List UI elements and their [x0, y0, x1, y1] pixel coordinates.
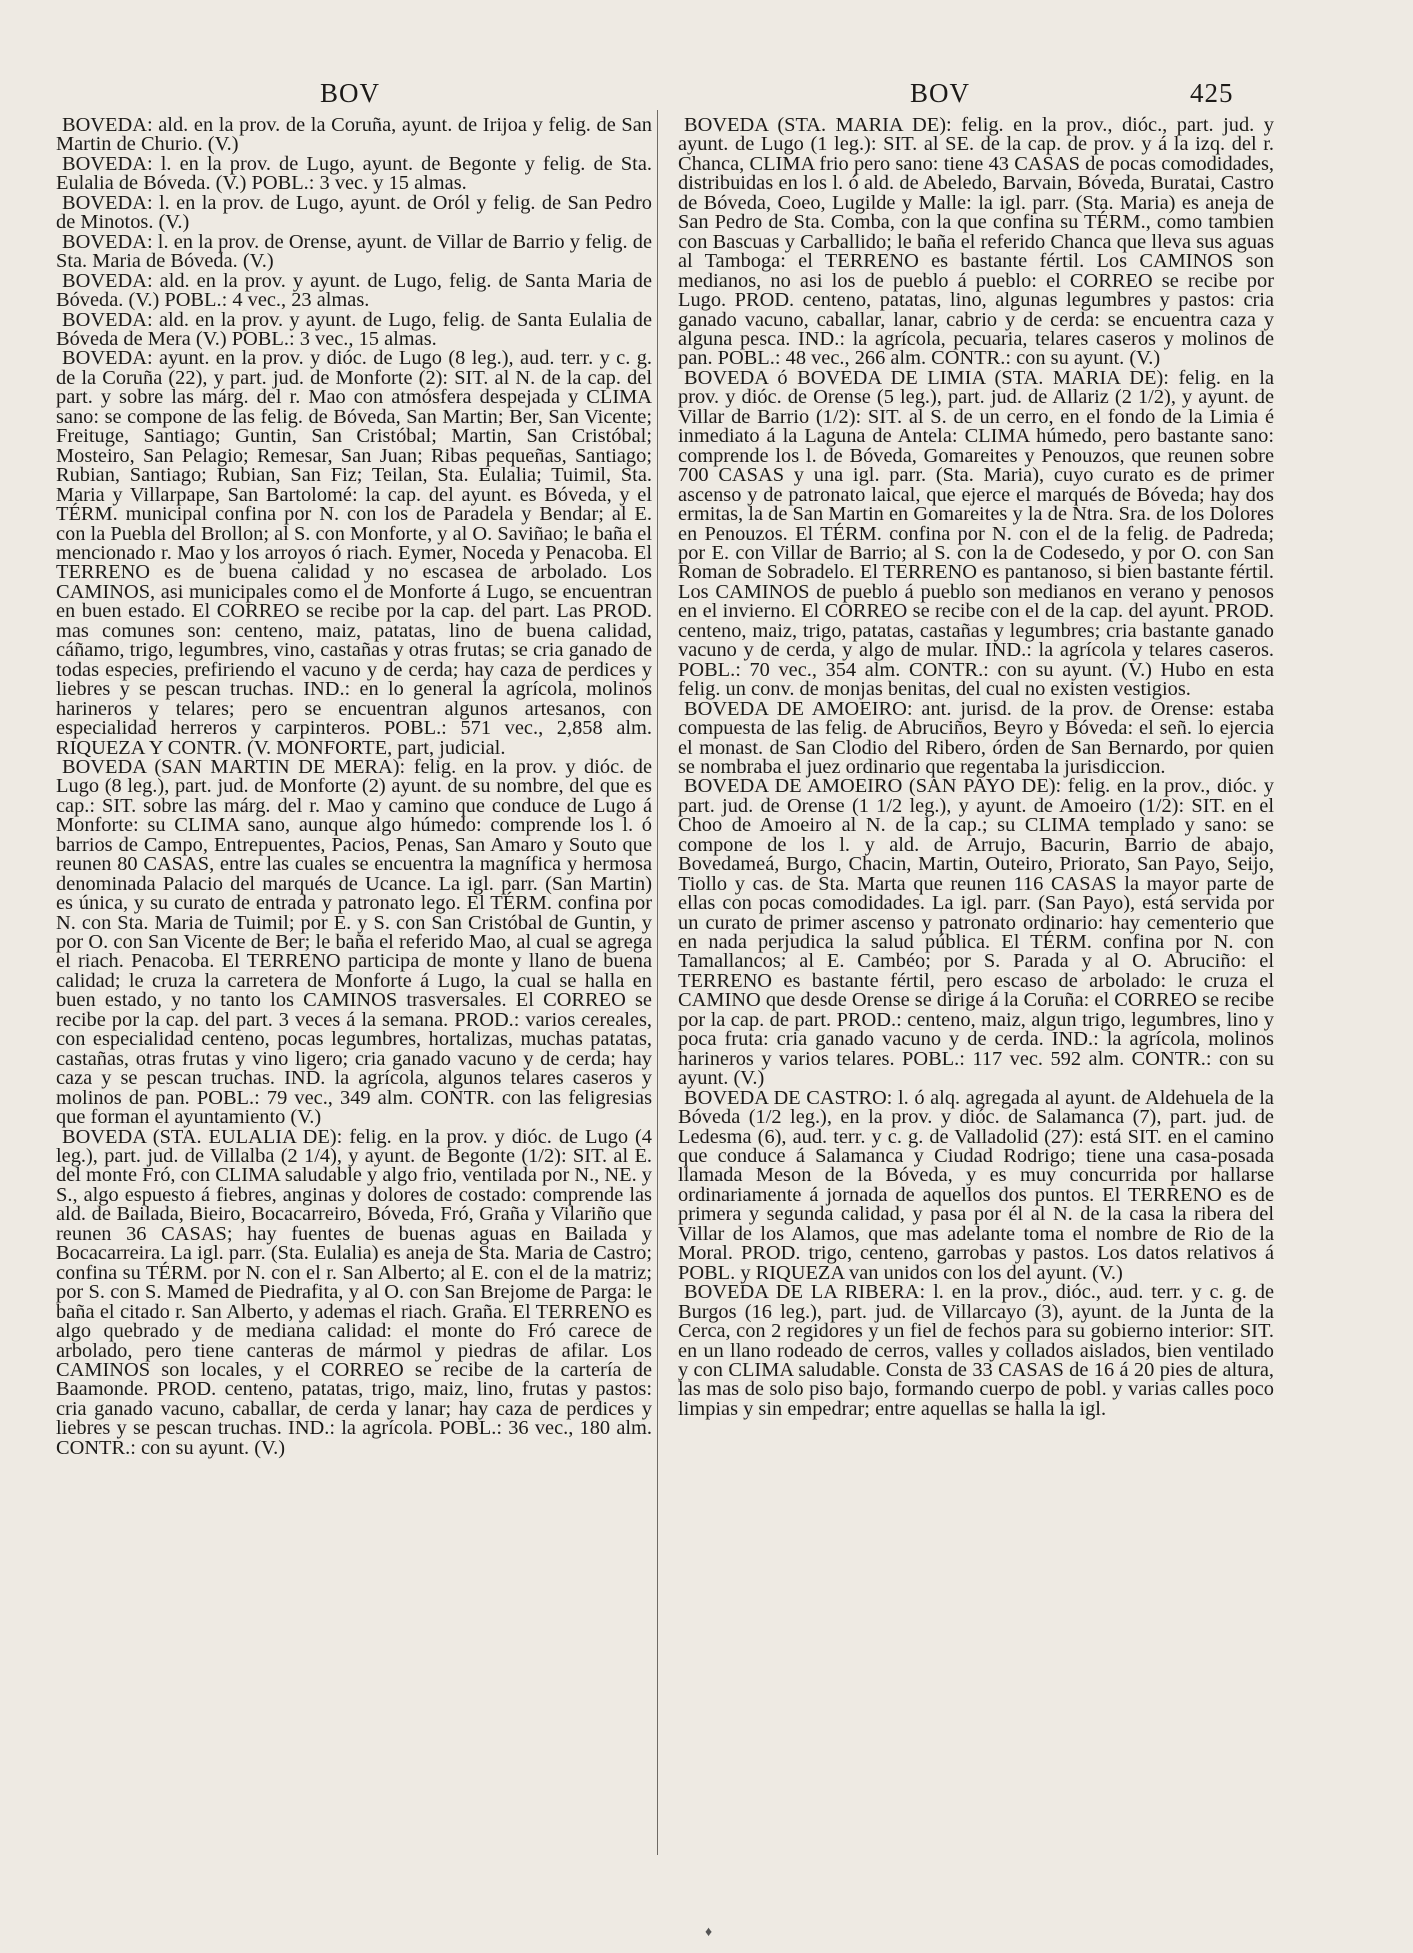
entry: BOVEDA: l. en la prov. de Lugo, ayunt. de Oról y felig. de San Pedro de Minotos. (V.) [56, 191, 652, 234]
entry: BOVEDA: ald. en la prov. y ayunt. de Lugo, felig. de Santa Eulalia de Bóveda de Mera (V.) POBL.: 3 vec., 15 almas. [56, 308, 652, 350]
page-number: 425 [1190, 78, 1234, 108]
right-running-head: BOV [910, 78, 971, 108]
entry: BOVEDA DE AMOEIRO (SAN PAYO DE): felig. en la prov., dióc. y part. jud. de Orense (1 1/2 leg.), y ayunt. de Amoeiro (1/2): SIT. en el Choo de Amoeiro al N. de la cap.; su CLIMA templado y sano: se compone de los l. y ald. de Arrujo, Bacurin, Barrio de abajo, Bovedameá, Burgo, Chacin, Martin, Outeiro, Priorato, San Payo, Seijo, Tiollo y cas. de Sta. Marta que reunen 116 CASAS la mayor parte de ellas con pocas comodidades. La igl. parr. (San Payo), está servida por un curato de primer ascenso y patronato ordinario: hay cementerio que en nada perjudica la salud pública. El TÉRM. confina por N. con Tamallancos; al E. Cambéo; por S. Parada y al O. Abruciño: el TERRENO es bastante fértil, pero escaso de arbolado: le cruza el CAMINO que desde Orense se dirige á la Coruña: el CORREO se recibe por la cap. de part. PROD.: centeno, maiz, algun trigo, legumbres, lino y poca fruta: cria ganado vacuno y de cerda. IND.: la agrícola, molinos harineros y varios telares. POBL.: 117 vec. 592 alm. CONTR.: con su ayunt. (V.) [678, 775, 1274, 1090]
entry: BOVEDA: ald. en la prov. y ayunt. de Lugo, felig. de Santa Maria de Bóveda. (V.) POBL.: 4 vec., 23 almas. [56, 269, 652, 312]
entry: BOVEDA ó BOVEDA DE LIMIA (STA. MARIA DE): felig. en la prov. y dióc. de Orense (5 leg.), part. jud. de Allariz (2 1/2), y ayunt. de Villar de Barrio (1/2): SIT. al S. de un cerro, en el fondo de la Limia é inmediato á la Laguna de Antela: CLIMA húmedo, pero bastante sano: comprende los l. de Bóveda, Gomareites y Penouzos, que reunen sobre 700 CASAS y una igl. parr. (Sta. Maria), cuyo curato es de primer ascenso y de patronato laical, que ejerce el marqués de Bóveda; hay dos ermitas, la de San Martin en Gomareites y la de Ntra. Sra. de los Dolores en Penouzos. El TÉRM. confina por N. con el de la felig. de Padreda; por E. con Villar de Barrio; al S. con la de Codesedo, y por O. con San Roman de Sobradelo. El TERRENO es pantanoso, si bien bastante fértil. Los CAMINOS de pueblo á pueblo son medianos en verano y penosos en el invierno. El CORREO se recibe con el de la cap. del ayunt. PROD. centeno, maiz, trigo, patatas, castañas y legumbres; cria bastante ganado vacuno y de cerda, y algo de mular. IND.: la agrícola y telares caseros. POBL.: 70 vec., 354 alm. CONTR.: con su ayunt. (V.) Hubo en esta felig. un conv. de monjas benitas, del cual no existen vestigios. [678, 366, 1274, 701]
column-divider [657, 110, 658, 1855]
entry: BOVEDA (STA. MARIA DE): felig. en la prov., dióc., part. jud. y ayunt. de Lugo (1 leg.): SIT. al SE. de la cap. de prov. y á la izq. del r. Chanca, CLIMA frio pero sano: tiene 43 CASAS de pocas comodidades, distribuidas en los l. ó ald. de Abeledo, Barvain, Bóveda, Buratai, Castro de Bóveda, Coeo, Lugilde y Malle: la igl. parr. (Sta. Maria) es aneja de San Pedro de Sta. Comba, con la que confina su TÉRM., como tambien con Bascuas y Carballido; le baña el referido Chanca que lleva sus aguas al Tamboga: el TERRENO es bastante fértil. Los CAMINOS son medianos, no asi los de pueblo á pueblo: el CORREO se recibe por Lugo. PROD. centeno, patatas, lino, algunas legumbres y pastos: cria ganado vacuno, caballar, lanar, cabrio y de cerda: se encuentra caza y alguna pesca. IND.: la agrícola, pecuaria, telares caseros y molinos de pan. POBL.: 48 vec., 266 alm. CONTR.: con su ayunt. (V.) [678, 114, 1274, 370]
entry: BOVEDA (STA. EULALIA DE): felig. en la prov. y dióc. de Lugo (4 leg.), part. jud. de Villalba (2 1/4), y ayunt. de Begonte (1/2): SIT. al E. del monte Fró, con CLIMA saludable y algo frio, ventilada por N., NE. y S., algo espuesto á fiebres, anginas y dolores de costado: comprende las ald. de Bailada, Bieiro, Bocacarreiro, Bóveda, Fró, Graña y Vilariño que reunen 36 CASAS; hay fuentes de buenas aguas en Bailada y Bocacarreira. La igl. parr. (Sta. Eulalia) es aneja de Sta. Maria de Castro; confina su TÉRM. por N. con el r. San Alberto; al E. con el de la matriz; por S. con S. Mamed de Piedrafita, y al O. con San Brejome de Parga: le baña el citado r. San Alberto, y ademas el riach. Graña. El TERRENO es algo quebrado y de mediana calidad: el monte do Fró carece de arbolado, pero tiene canteras de mármol y piedras de afilar. Los CAMINOS son locales, y el CORREO se recibe de la cartería de Baamonde. PROD. centeno, patatas, trigo, maiz, lino, frutas y pastos: cria ganado vacuno, caballar, de cerda y lanar; hay caza de perdices y liebres y se pescan truchas. IND.: la agrícola. POBL.: 36 vec., 180 alm. CONTR.: con su ayunt. (V.) [56, 1125, 652, 1459]
running-header [50, 78, 1260, 112]
right-column [678, 116, 1274, 1419]
entry: BOVEDA: ayunt. en la prov. y dióc. de Lugo (8 leg.), aud. terr. y c. g. de la Coruña (22), y part. jud. de Monforte (2): SIT. al N. de la cap. del part. y sobre las márg. del r. Mao con atmósfera despejada y CLIMA sano: se compone de las felig. de Bóveda, San Martin; Ber, San Vicente; Freituge, Santiago; Guntin, San Cristóbal; Martin, San Cristóbal; Mosteiro, San Pelagio; Remesar, San Juan; Ribas pequeñas, Santiago; Rubian, Santiago; Rubian, San Fiz; Teilan, Sta. Eulalia; Tuimil, Sta. Maria y Villarpape, San Bartolomé: la cap. del ayunt. es Bóveda, y el TÉRM. municipal confina por N. con los de Paradela y Bendar; al E. con la Puebla del Brollon; al S. con Monforte, y al O. Saviñao; le baña el mencionado r. Mao y los arroyos ó riach. Eymer, Noceda y Penacoba. El TERRENO es de buena calidad y no escasea de arbolado. Los CAMINOS, asi municipales como el de Monforte á Lugo, se encuentran en buen estado. El CORREO se recibe por la cap. del part. Las PROD. mas comunes son: centeno, maiz, patatas, lino de buena calidad, cáñamo, trigo, legumbres, vino, castañas y otras frutas; se cria ganado de todas especies, prefiriendo el vacuno y de cerda; hay caza de perdices y liebres y se pescan truchas. IND.: en lo general la agrícola, molinos harineros y telares; pero se encuentran algunos artesanos, con especialidad herreros y carpinteros. POBL.: 571 vec., 2,858 alm. RIQUEZA Y CONTR. (V. MONFORTE, part, judicial. [56, 347, 652, 759]
left-running-head: BOV [320, 78, 381, 108]
entry: BOVEDA: ald. en la prov. de la Coruña, ayunt. de Irijoa y felig. de San Martin de Churio. (V.) [56, 114, 652, 156]
printer-ornament: ♦ [705, 1925, 713, 1940]
entry: BOVEDA: l. en la prov. de Lugo, ayunt. de Begonte y felig. de Sta. Eulalia de Bóveda. (V.) POBL.: 3 vec. y 15 almas. [56, 152, 652, 195]
entry: BOVEDA DE CASTRO: l. ó alq. agregada al ayunt. de Aldehuela de la Bóveda (1/2 leg.), en la prov. y dióc. de Salamanca (7), part. jud. de Ledesma (6), aud. terr. y c. g. de Valladolid (27): está SIT. en el camino que conduce á Salamanca y Ciudad Rodrigo; tiene una casa-posada llamada Meson de la Bóveda, y es muy concurrida por hallarse ordinariamente á jornada de aquellos dos puntos. El TERRENO es de primera y segunda calidad, y pasa por él al N. de la casa la ribera del Villar de los Alamos, que mas adelante toma el nombre de Rio de la Moral. PROD. trigo, centeno, garrobas y pastos. Los datos relativos á POBL. y RIQUEZA van unidos con los del ayunt. (V.) [678, 1086, 1274, 1284]
left-column [56, 116, 652, 1458]
entry: BOVEDA: l. en la prov. de Orense, ayunt. de Villar de Barrio y felig. de Sta. Maria de Bóveda. (V.) [56, 230, 652, 273]
entry: BOVEDA (SAN MARTIN DE MERA): felig. en la prov. y dióc. de Lugo (8 leg.), part. jud. de Monforte (2) ayunt. de su nombre, del que es cap.: SIT. sobre las márg. del r. Mao y camino que conduce de Lugo á Monforte: su CLIMA sano, aunque algo húmedo: comprende los l. ó barrios de Campo, Entrepuentes, Pacios, Penas, San Amaro y Souto que reunen 80 CASAS, entre las cuales se encuentra la magnífica y hermosa denominada Palacio del marqués de Ucance. La igl. parr. (San Martin) es única, y su curato de entrada y patronato lego. El TÉRM. confina por N. con Sta. Maria de Tuimil; por E. y S. con San Cristóbal de Guntin, y por O. con San Vicente de Ber; le baña el referido Mao, al cual se agrega el riach. Penacoba. El TERRENO participa de monte y llano de buena calidad; le cruza la carretera de Monforte á Lugo, la cual se halla en buen estado, y no tanto los CAMINOS trasversales. El CORREO se recibe por la cap. del part. 3 veces á la semana. PROD.: varios cereales, con especialidad centeno, pocas legumbres, hortalizas, muchas patatas, castañas, otras frutas y vino ligero; cria ganado vacuno y de cerda; hay caza y se pescan truchas. IND. la agrícola, algunos telares caseros y molinos de pan. POBL.: 79 vec., 349 alm. CONTR. con las feligresias que forman el ayuntamiento (V.) [56, 755, 652, 1129]
entry: BOVEDA DE AMOEIRO: ant. jurisd. de la prov. de Orense: estaba compuesta de las felig. de Abruciños, Beyro y Bóveda: el señ. lo ejercia el monast. de San Clodio del Ribero, órden de San Bernardo, por quien se nombraba el juez ordinario que regentaba la jurisdiccion. [678, 697, 1274, 778]
entry: BOVEDA DE LA RIBERA: l. en la prov., dióc., aud. terr. y c. g. de Burgos (16 leg.), part. jud. de Villarcayo (3), ayunt. de la Junta de la Cerca, con 2 regidores y un fiel de fechos para su gobierno interior: SIT. en un llano rodeado de cerros, valles y collados aislados, bien ventilado y con CLIMA saludable. Consta de 33 CASAS de 16 á 20 pies de altura, las mas de solo piso bajo, formando cuerpo de pobl. y varias calles poco limpias y sin empedrar; entre aquellas se halla la igl. [678, 1281, 1274, 1420]
